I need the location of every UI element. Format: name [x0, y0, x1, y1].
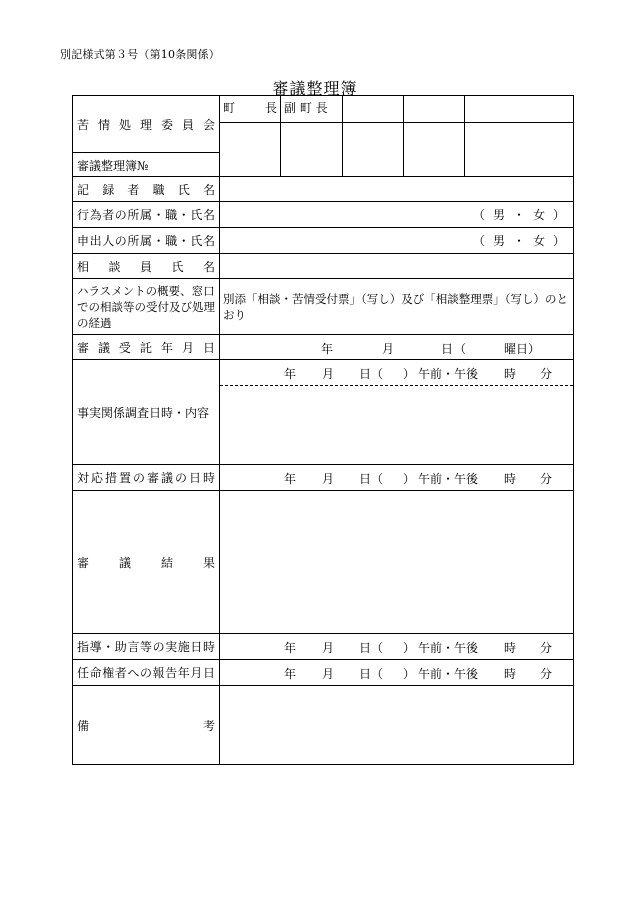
- stamp-4[interactable]: [404, 96, 465, 177]
- measure-date-label: 対応措置の審議の日時: [77, 471, 215, 485]
- unit-weekday: 曜日）: [504, 342, 541, 356]
- row-actor: [73, 202, 573, 228]
- gender-male: 男: [492, 208, 505, 222]
- gender-dot: ・: [512, 208, 525, 222]
- unit-month: 月: [322, 367, 335, 381]
- stamp-mayor[interactable]: [220, 96, 281, 177]
- deliberation-register-form: [72, 95, 574, 765]
- actor-field[interactable]: [220, 202, 573, 227]
- gender-male: 男: [492, 234, 505, 248]
- unit-month: 月: [322, 667, 335, 681]
- gender-female: 女: [532, 208, 545, 222]
- report-date-label: 任命権者への報告年月日: [77, 666, 215, 680]
- overview-value: 別添「相談・苦情受付票」（写し）及び「相談整理票」（写し）のとおり: [223, 291, 568, 322]
- unit-hour: 時: [504, 367, 517, 381]
- gender-female: 女: [532, 234, 545, 248]
- stamp-3[interactable]: [343, 96, 404, 177]
- unit-year: 年: [284, 641, 297, 655]
- gender-open: （: [472, 234, 485, 248]
- applicant-gender[interactable]: [473, 228, 565, 253]
- unit-year: 年: [284, 367, 297, 381]
- gender-close: ）: [552, 208, 565, 222]
- actor-label: 行為者の所属・職・氏名: [77, 208, 215, 222]
- unit-minute: 分: [540, 667, 553, 681]
- unit-month: 月: [322, 472, 335, 486]
- row-commission-date: [73, 335, 573, 360]
- paren-open: （: [371, 641, 384, 655]
- approval-block: [73, 96, 573, 177]
- unit-minute: 分: [540, 367, 553, 381]
- paren-close: ）: [403, 641, 416, 655]
- row-measure-date: [73, 465, 573, 491]
- gender-close: ）: [552, 234, 565, 248]
- actor-gender[interactable]: [473, 202, 565, 227]
- recorder-field[interactable]: [220, 177, 573, 201]
- row-remarks: [73, 686, 573, 764]
- unit-day: 日: [359, 667, 372, 681]
- applicant-label: 申出人の所属・職・氏名: [77, 234, 215, 248]
- stamp-deputy-mayor-label: 副 町 長: [284, 101, 328, 115]
- page-title: 審議整理簿: [272, 79, 358, 98]
- paren-close: ）: [403, 367, 416, 381]
- unit-year: 年: [284, 667, 297, 681]
- guidance-date-field[interactable]: [220, 634, 573, 659]
- unit-year: 年: [284, 472, 297, 486]
- paren-open: （: [371, 472, 384, 486]
- counselor-label: 相談員氏名: [77, 259, 215, 274]
- ampm: 午前・午後: [418, 641, 479, 655]
- unit-hour: 時: [504, 641, 517, 655]
- unit-year: 年: [321, 342, 334, 356]
- ampm: 午前・午後: [418, 667, 479, 681]
- paren-close: ）: [403, 667, 416, 681]
- result-label: 審議結果: [77, 555, 215, 570]
- overview-field[interactable]: [220, 279, 573, 334]
- commission-date-label: 審議受託年月日: [77, 340, 215, 355]
- form-annotation: 別記様式第３号（第10条関係）: [60, 48, 220, 61]
- gender-dot: ・: [512, 234, 525, 248]
- committee-label-cell: [73, 96, 219, 153]
- guidance-date-label: 指導・助言等の実施日時: [77, 640, 215, 654]
- paren-open: （: [371, 667, 384, 681]
- unit-month: 月: [382, 342, 395, 356]
- commission-date-field[interactable]: [220, 335, 573, 359]
- register-number-label: 審議整理簿№: [77, 158, 149, 173]
- paren-open: （: [454, 342, 467, 356]
- unit-day: 日: [359, 641, 372, 655]
- approval-labels: [73, 96, 220, 177]
- recorder-label: 記録者職氏名: [77, 182, 215, 197]
- unit-day: 日: [441, 342, 454, 356]
- remarks-label: 備考: [77, 718, 215, 733]
- row-recorder: [73, 177, 573, 202]
- paren-open: （: [371, 367, 384, 381]
- stamp-mayor-label: 町 長: [223, 101, 277, 115]
- unit-minute: 分: [540, 641, 553, 655]
- ampm: 午前・午後: [418, 367, 479, 381]
- paren-close: ）: [403, 472, 416, 486]
- row-overview: [73, 279, 573, 335]
- investigation-field[interactable]: [220, 360, 573, 464]
- unit-day: 日: [359, 472, 372, 486]
- row-guidance-date: [73, 634, 573, 660]
- unit-hour: 時: [504, 667, 517, 681]
- row-report-date: [73, 660, 573, 686]
- committee-label: 苦情処理委員会: [77, 117, 215, 132]
- ampm: 午前・午後: [418, 472, 479, 486]
- dashed-divider: [220, 385, 573, 386]
- unit-month: 月: [322, 641, 335, 655]
- row-result: [73, 491, 573, 634]
- measure-date-field[interactable]: [220, 465, 573, 490]
- row-investigation: [73, 360, 573, 465]
- register-number-cell[interactable]: [73, 153, 219, 177]
- overview-label: ハラスメントの概要、窓口での相談等の受付及び処理の経過: [77, 283, 215, 330]
- unit-day: 日: [359, 367, 372, 381]
- report-date-field[interactable]: [220, 660, 573, 685]
- row-counselor: [73, 254, 573, 279]
- investigation-label: 事実関係調査日時・内容: [77, 405, 210, 420]
- stamp-deputy-mayor[interactable]: [281, 96, 343, 177]
- applicant-field[interactable]: [220, 228, 573, 253]
- stamp-5[interactable]: [465, 96, 573, 177]
- result-field[interactable]: [220, 491, 573, 633]
- row-applicant: [73, 228, 573, 254]
- unit-minute: 分: [540, 472, 553, 486]
- unit-hour: 時: [504, 472, 517, 486]
- gender-open: （: [472, 208, 485, 222]
- counselor-field[interactable]: [220, 254, 573, 278]
- remarks-field[interactable]: [220, 686, 573, 764]
